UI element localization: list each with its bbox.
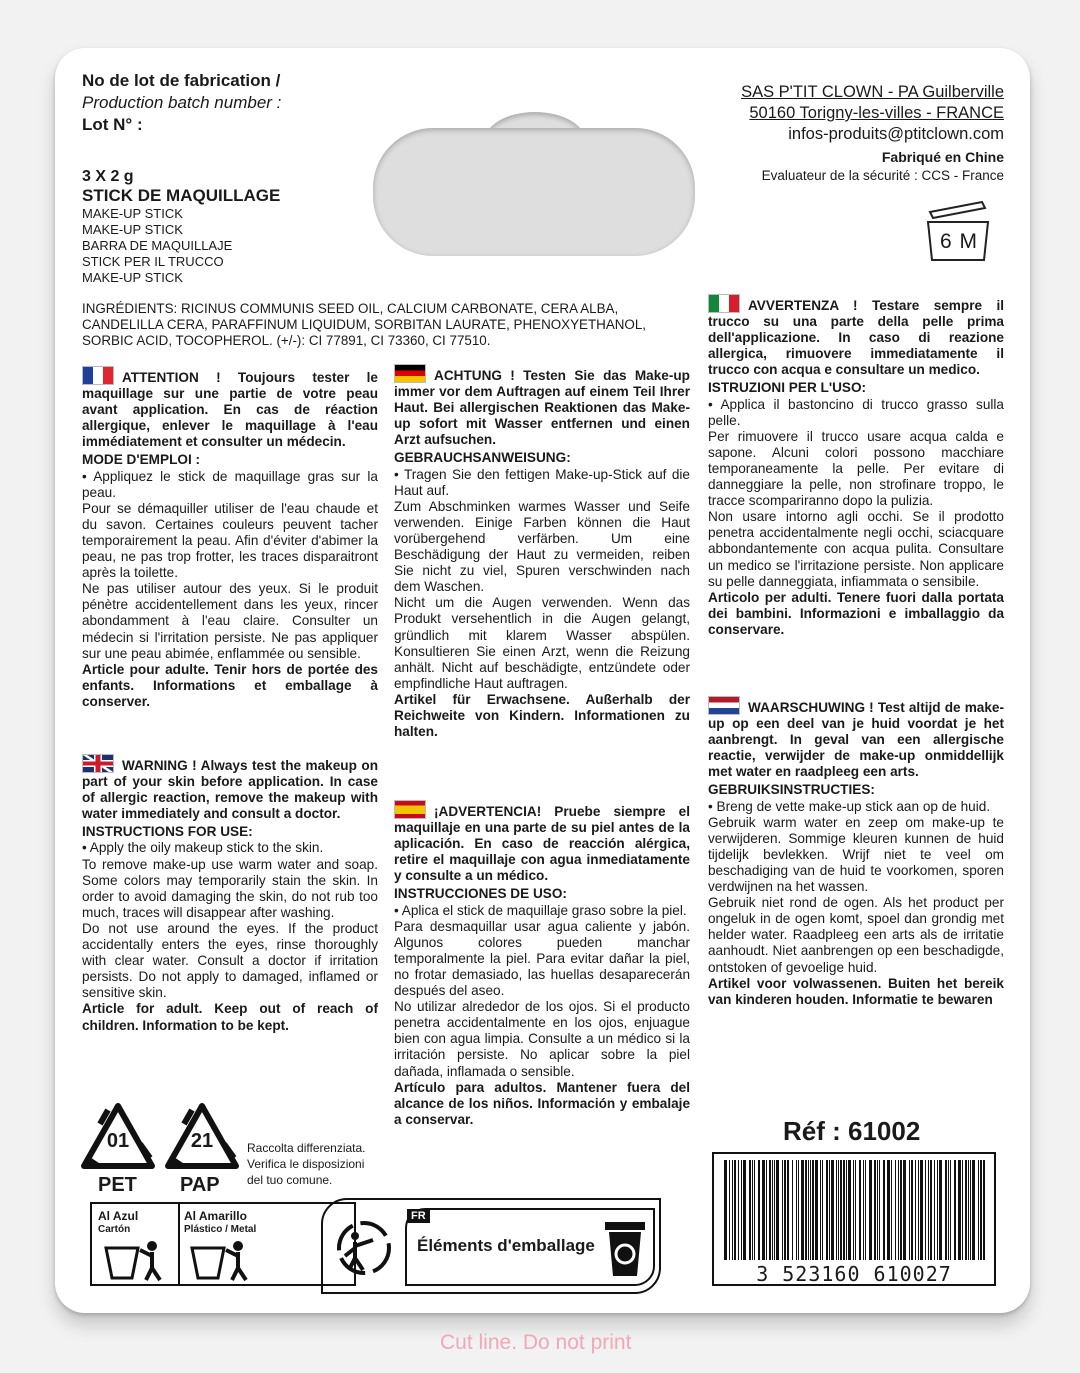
pap-label: PAP <box>180 1174 220 1196</box>
barcode-bar <box>840 1160 842 1260</box>
eyes-text-nl: Gebruik niet rond de ogen. Als het product per ongeluk in de ogen komt, spoel dan grondig met helder water. Raadpleeg een arts als de irritatie aanhoudt. Niet aanbrengen op een beschadigde, ontstoken of gevoelige huid. <box>708 895 1004 975</box>
barcode-bar <box>968 1160 969 1260</box>
product-quantity: 3 X 2 g <box>82 168 134 185</box>
instructions-title-de: GEBRAUCHSANWEISUNG: <box>394 450 571 466</box>
barcode-bar <box>724 1160 727 1260</box>
pet-code: 01 <box>106 1130 130 1152</box>
flag-netherlands-icon <box>708 696 740 715</box>
barcode-bar <box>978 1160 979 1260</box>
barcode-bar <box>869 1160 872 1260</box>
barcode-bar <box>815 1160 818 1260</box>
barcode-bar <box>920 1160 923 1260</box>
barcode-bar <box>958 1160 961 1260</box>
barcode-bar <box>911 1160 913 1260</box>
barcode-bar <box>762 1160 765 1260</box>
barcode-bar <box>928 1160 929 1260</box>
barcode-bar <box>729 1160 730 1260</box>
bin-amarillo-title: Al Amarillo <box>184 1209 247 1223</box>
company-block <box>741 82 1004 184</box>
barcode-bar <box>808 1160 809 1260</box>
barcode-bar <box>895 1160 896 1260</box>
triman-country: FR <box>407 1209 430 1223</box>
bins-divider <box>178 1204 180 1284</box>
company-name: SAS P'TIT CLOWN - PA Guilberville <box>741 83 1004 101</box>
product-name: STICK DE MAQUILLAGE <box>82 186 281 205</box>
product-name-nl: MAKE-UP STICK <box>82 270 183 285</box>
safety-evaluator: Evaluateur de la sécurité : CCS - France <box>761 168 1004 183</box>
pet-recycling-icon <box>78 1100 158 1180</box>
barcode-bar <box>769 1160 771 1260</box>
barcode-bar <box>874 1160 876 1260</box>
warning-en: WARNING ! Always test the makeup on part of your skin before application. In case of allergic reaction, remove the makeup with water immediately and consult a doctor. <box>82 758 378 822</box>
barcode-bar <box>774 1160 775 1260</box>
triman-label: Éléments d'emballage <box>417 1236 595 1255</box>
barcode-bar <box>915 1160 916 1260</box>
barcode-bar <box>812 1160 814 1260</box>
barcode-bar <box>879 1160 880 1260</box>
section-fr <box>82 366 378 710</box>
barcode-bar <box>900 1160 902 1260</box>
barcode-bar <box>741 1160 742 1260</box>
barcode-bar <box>843 1160 845 1260</box>
removal-text-de: Zum Abschminken warmes Wasser und Seife verwenden. Einige Farben können die Haut vorübergehend verfärben. Um eine Beschädigung der Haut zu vermeiden, reiben Sie nicht zu viel, Spuren verschwinden nach dem Waschen. <box>394 498 690 595</box>
barcode-bar <box>934 1160 935 1260</box>
adult-text-es: Artículo para adultos. Mantener fuera del alcance de los niños. Información y embalaje a conservar. <box>394 1079 690 1127</box>
barcode-bar <box>798 1160 799 1260</box>
barcode-bar <box>891 1160 892 1260</box>
barcode-bar <box>887 1160 890 1260</box>
barcode-bar <box>732 1160 733 1260</box>
instructions-title-nl: GEBRUIKSINSTRUCTIES: <box>708 782 875 798</box>
product-name-es: BARRA DE MAQUILLAJE <box>82 238 233 253</box>
section-it <box>708 294 1004 638</box>
bin-person-icon-2 <box>188 1240 254 1282</box>
eyes-text-de: Nicht um die Augen verwenden. Wenn das Produkt versehentlich in die Augen gelangt, gründlich mit klarem Wasser abspülen. Konsultieren Sie einen Arzt, wenn die Reizung anhält. Nicht auf beschädigte, entzündete oder empfindliche Haut auftragen. <box>394 595 690 691</box>
barcode-bar <box>937 1160 938 1260</box>
barcode-bar <box>836 1160 837 1260</box>
barcode-bar <box>909 1160 910 1260</box>
section-es <box>394 800 690 1128</box>
instructions-bullet-nl: • Breng de vette make-up stick aan op de huid. <box>708 798 991 814</box>
pao-period: 6 M <box>939 230 978 253</box>
barcode-bar <box>918 1160 919 1260</box>
barcode-bar <box>965 1160 967 1260</box>
trash-bin-icon <box>603 1220 647 1278</box>
instructions-bullet-es: • Aplica el stick de maquillaje graso sobre la piel. <box>394 902 687 918</box>
flag-france-icon <box>82 366 114 385</box>
barcode-bar <box>954 1160 956 1260</box>
barcode-bar <box>925 1160 926 1260</box>
barcode-box <box>712 1152 996 1286</box>
product-name-it: STICK PER IL TRUCCO <box>82 254 224 269</box>
section-de <box>394 364 690 740</box>
instructions-bullet-de: • Tragen Sie den fettigen Make-up-Stick auf die Haut auf. <box>394 466 690 498</box>
product-name-de: MAKE-UP STICK <box>82 222 183 237</box>
flag-uk-icon <box>82 754 114 773</box>
product-name-en: MAKE-UP STICK <box>82 206 183 221</box>
instructions-title-fr: MODE D'EMPLOI : <box>82 452 201 468</box>
barcode-bar <box>846 1160 847 1260</box>
triman-label-box <box>405 1208 655 1286</box>
barcode-bar <box>848 1160 851 1260</box>
instructions-bullet-it: • Applica il bastoncino di trucco grasso sulla pelle. <box>708 396 1004 428</box>
barcode-bar <box>754 1160 755 1260</box>
barcode-bar <box>930 1160 932 1260</box>
instructions-title-en: INSTRUCTIONS FOR USE: <box>82 824 253 840</box>
flag-spain-icon <box>394 800 426 819</box>
hang-hole <box>373 128 695 256</box>
barcode-bar <box>810 1160 811 1260</box>
barcode-bar <box>805 1160 807 1260</box>
pao-icon <box>922 198 996 264</box>
barcode-bar <box>801 1160 804 1260</box>
instructions-title-it: ISTRUZIONI PER L'USO: <box>708 380 867 396</box>
barcode-bar <box>826 1160 828 1260</box>
barcode-bar <box>822 1160 823 1260</box>
barcode-bar <box>950 1160 951 1260</box>
barcode-bar <box>859 1160 861 1260</box>
barcode-bar <box>796 1160 797 1260</box>
eyes-text-en: Do not use around the eyes. If the product accidentally enters the eyes, rinse thoroughly with clear water. Consult a doctor if irritation persists. Do not apply to damaged, inflamed or sensitive skin. <box>82 920 378 1001</box>
barcode-bar <box>734 1160 736 1260</box>
pap-code: 21 <box>190 1130 214 1152</box>
barcode-bar <box>863 1160 864 1260</box>
company-address: 50160 Torigny-les-villes - FRANCE <box>749 104 1004 122</box>
warning-fr: ATTENTION ! Toujours tester le maquillage sur une partie de votre peau avant application. En cas de réaction allergique, enlever le maquillage à l'eau immédiatement et consulter un médecin. <box>82 370 378 450</box>
batch-label-fr: No de lot de fabrication / <box>82 71 281 90</box>
batch-label-en: Production batch number : <box>82 93 282 112</box>
barcode-bar <box>831 1160 834 1260</box>
product-name-list <box>82 206 232 286</box>
warning-nl: WAARSCHUWING ! Test altijd de make-up op een deel van je huid voordat je het aanbrengt. In geval van een allergische reactie, verwijder de make-up onmiddellijk met water en raadpleeg een arts. <box>708 700 1004 780</box>
barcode-bar <box>838 1160 839 1260</box>
barcode-bar <box>972 1160 975 1260</box>
barcode-number: 3 523160 610027 <box>756 1262 952 1286</box>
barcode-bar <box>983 1160 985 1260</box>
barcode-bar <box>898 1160 899 1260</box>
barcode-bar <box>749 1160 751 1260</box>
eyes-text-fr: Ne pas utiliser autour des yeux. Si le produit pénètre accidentellement dans les yeux, rincer abondamment à l'eau claire. Consulter un médecin si l'irritation persiste. Ne pas appliquer sur une peau abimée, enflammée ou sensible. <box>82 581 378 661</box>
adult-text-fr: Article pour adulte. Tenir hors de portée des enfants. Informations et emballage à conserver. <box>82 661 378 709</box>
barcode-bar <box>945 1160 947 1260</box>
flag-italy-icon <box>708 294 740 313</box>
pet-label: PET <box>98 1174 137 1196</box>
bin-azul-title: Al Azul <box>98 1209 139 1223</box>
barcode-bar <box>752 1160 753 1260</box>
ingredients: INGRÉDIENTS: RICINUS COMMUNIS SEED OIL, CALCIUM CARBONATE, CERA ALBA, CANDELILLA CERA, PARAFFINUM LIQUIDUM, SORBITAN LAURATE, PHENOXYETHANOL, SORBIC ACID, TOCOPHEROL. (+/-): CI 77891, CI 73360, CI 77510. <box>82 301 646 349</box>
barcode-bar <box>820 1160 821 1260</box>
barcode-bar <box>792 1160 793 1260</box>
barcode-bars <box>724 1160 986 1260</box>
triman-icon <box>333 1218 395 1278</box>
adult-text-nl: Artikel voor volwassenen. Buiten het bereik van kinderen houden. Informatie te bewaren <box>708 975 1004 1007</box>
spain-bins <box>90 1202 356 1286</box>
removal-text-it: Per rimuovere il trucco usare acqua calda e sapone. Alcuni colori possono macchiare temporaneamente la pelle. Per evitare di danneggiare la pelle, non strofinare troppo, le tracce scompariranno dopo la pulizia. <box>708 428 1004 509</box>
pap-recycling-icon <box>162 1100 242 1180</box>
barcode-bar <box>738 1160 739 1260</box>
barcode-bar <box>782 1160 783 1260</box>
eyes-text-es: No utilizar alrededor de los ojos. Si el producto penetra accidentalmente en los ojos, enjuague bien con agua limpia. Consulte a un médico si la irritación persiste. No aplicar sobre la piel dañada, inflamada o sensible. <box>394 999 690 1079</box>
barcode-bar <box>865 1160 866 1260</box>
barcode-bar <box>853 1160 854 1260</box>
barcode-bar <box>784 1160 786 1260</box>
barcode-bar <box>855 1160 856 1260</box>
removal-text-fr: Pour se démaquiller utiliser de l'eau chaude et du savon. Certaines couleurs peuvent tacher temporairement la peau. Afin d'éviter d'abimer la peau, ne pas trop frotter, les traces disparaitront après la toilette. <box>82 500 378 581</box>
adult-text-it: Articolo per adulti. Tenere fuori dalla portata dei bambini. Informazioni e imballaggio da conservare. <box>708 589 1004 637</box>
removal-text-en: To remove make-up use warm water and soap. Some colors may temporarily stain the skin. In order to avoid damaging the skin, do not rub too much, traces will disappear after washing. <box>82 856 378 920</box>
barcode-bar <box>883 1160 885 1260</box>
adult-text-de: Artikel für Erwachsene. Außerhalb der Reichweite von Kindern. Informationen zu halten. <box>394 691 690 740</box>
barcode-bar <box>758 1160 760 1260</box>
flag-germany-icon <box>394 364 426 383</box>
removal-text-es: Para desmaquillar usar agua caliente y jabón. Algunos colores pueden manchar temporalmente la piel. Para evitar dañar la piel, no frotar demasiado, las huellas desaparecerán después del aseo. <box>394 918 690 999</box>
triman-block <box>321 1198 661 1294</box>
bin-person-icon <box>102 1240 168 1282</box>
bin-azul-sub: Cartón <box>98 1224 131 1235</box>
warning-es: ¡ADVERTENCIA! Pruebe siempre el maquillaje en una parte de su piel antes de la aplicación. En caso de reacción alérgica, retire el maquillaje con agua inmediatamente y consulte a un médico. <box>394 804 690 884</box>
section-nl <box>708 696 1004 1008</box>
warning-de: ACHTUNG ! Testen Sie das Make-up immer vor dem Auftragen auf einem Teil Ihrer Haut. Bei allergischen Reaktionen das Make-up sofort mit Wasser entfernen und einen Arzt aufsuchen. <box>394 368 690 448</box>
removal-text-nl: Gebruik warm water en zeep om make-up te verwijderen. Sommige kleuren kunnen de huid tijdelijk bevlekken. Wrijf niet te veel om beschadiging van de huid te voorkomen, sporen verdwijnen na het wassen. <box>708 814 1004 895</box>
barcode-bar <box>939 1160 942 1260</box>
made-in: Fabriqué en Chine <box>881 149 1004 165</box>
barcode-bar <box>776 1160 779 1260</box>
barcode-bar <box>766 1160 767 1260</box>
barcode-bar <box>787 1160 789 1260</box>
barcode-bar <box>743 1160 746 1260</box>
barcode-bar <box>903 1160 906 1260</box>
recycling-note: Raccolta differenziata. Verifica le disposizioni del tuo comune. <box>247 1141 366 1187</box>
bin-amarillo-sub: Plástico / Metal <box>184 1224 257 1235</box>
reference-number: Réf : 61002 <box>783 1116 921 1146</box>
adult-text-en: Article for adult. Keep out of reach of children. Information to be kept. <box>82 1001 378 1033</box>
section-en <box>82 754 378 1034</box>
lot-label: Lot N° : <box>82 115 143 134</box>
barcode-bar <box>829 1160 830 1260</box>
eyes-text-it: Non usare intorno agli occhi. Se il prodotto penetra accidentalmente negli occhi, sciacquare abbondantemente con acqua pulita. Consultare un medico se l'irritazione persiste. Non applicare su pelle danneggiata, infiammata o sensibile. <box>708 509 1004 589</box>
barcode-bar <box>980 1160 982 1260</box>
cut-line-note: Cut line. Do not print <box>440 1331 632 1354</box>
instructions-bullet-en: • Apply the oily makeup stick to the skin. <box>82 840 324 856</box>
barcode-bar <box>877 1160 878 1260</box>
instructions-bullet-fr: • Appliquez le stick de maquillage gras sur la peau. <box>82 468 378 500</box>
instructions-title-es: INSTRUCCIONES DE USO: <box>394 886 567 902</box>
warning-it: AVVERTENZA ! Testare sempre il trucco su una parte della pelle prima dell'applicazione. In caso di reazione allergica, rimuovere immediatamente il trucco con acqua e consultare un medico. <box>708 298 1004 378</box>
barcode-bar <box>948 1160 949 1260</box>
barcode-bar <box>970 1160 971 1260</box>
barcode-bar <box>772 1160 773 1260</box>
barcode-bar <box>962 1160 963 1260</box>
company-email: infos-produits@ptitclown.com <box>788 125 1004 143</box>
